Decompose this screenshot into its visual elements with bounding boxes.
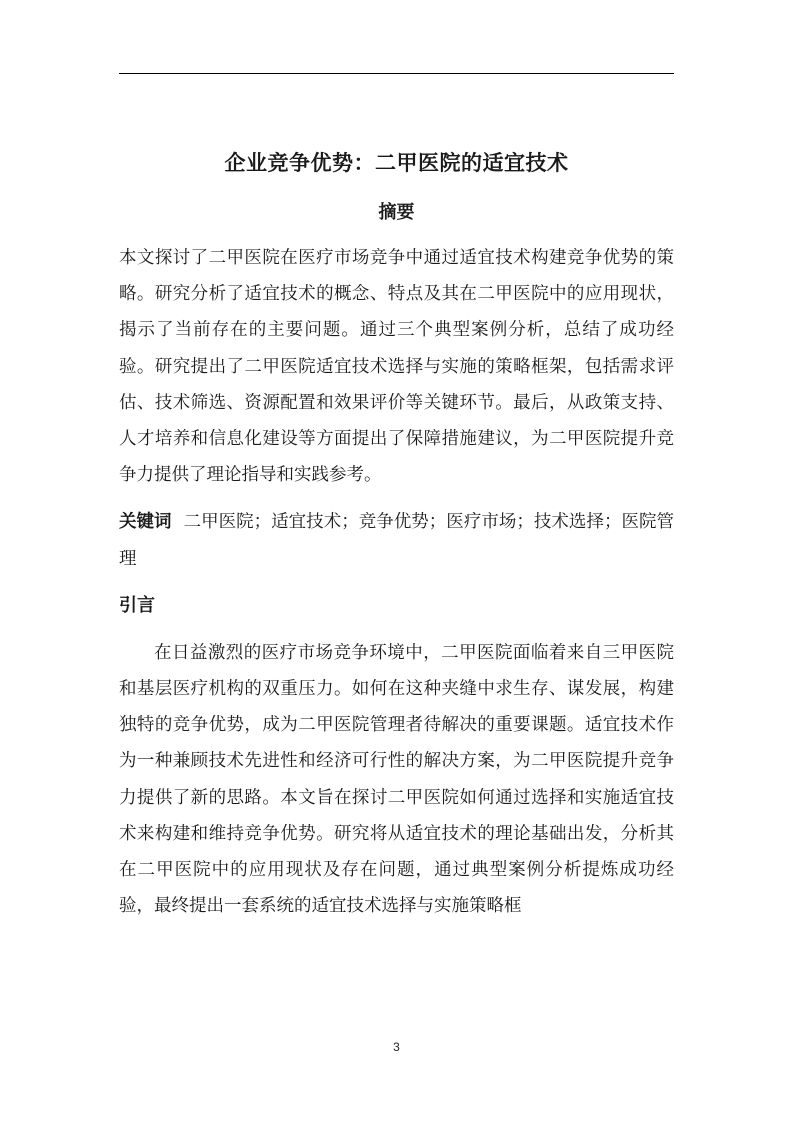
keywords-text: 二甲医院；适宜技术；竞争优势；医疗市场；技术选择；医院管理 [119,512,675,569]
keywords-paragraph [119,504,674,576]
keywords-label: 关键词 [119,512,172,533]
header-rule [119,73,674,74]
intro-heading: 引言 [119,594,155,616]
abstract-paragraph: 本文探讨了二甲医院在医疗市场竞争中通过适宜技术构建竞争优势的策略。研究分析了适宜技术的概念、特点及其在二甲医院中的应用现状，揭示了当前存在的主要问题。通过三个典型案例分析，总结了成功经验。研究提出了二甲医院适宜技术选择与实施的策略框架，包括需求评估、技术筛选、资源配置和效果评价等关键环节。最后，从政策支持、人才培养和信息化建设等方面提出了保障措施建议，为二甲医院提升竞争力提供了理论指导和实践参考。 [119,248,674,486]
page-content [119,130,674,924]
abstract-heading: 摘要 [378,202,415,223]
page-number: 3 [393,1040,400,1054]
document-title: 企业竞争优势：二甲医院的适宜技术 [224,151,569,175]
intro-paragraph: 在日益激烈的医疗市场竞争环境中，二甲医院面临着来自三甲医院和基层医疗机构的双重压力。如何在这种夹缝中求生存、谋发展，构建独特的竞争优势，成为二甲医院管理者待解决的重要课题。适宜技术作为一种兼顾技术先进性和经济可行性的解决方案，为二甲医院提升竞争力提供了新的思路。本文旨在探讨二甲医院如何通过选择和实施适宜技术来构建和维持竞争优势。研究将从适宜技术的理论基础出发，分析其在二甲医院中的应用现状及存在问题，通过典型案例分析提炼成功经验，最终提出一套系统的适宜技术选择与实施策略框 [119,642,674,917]
